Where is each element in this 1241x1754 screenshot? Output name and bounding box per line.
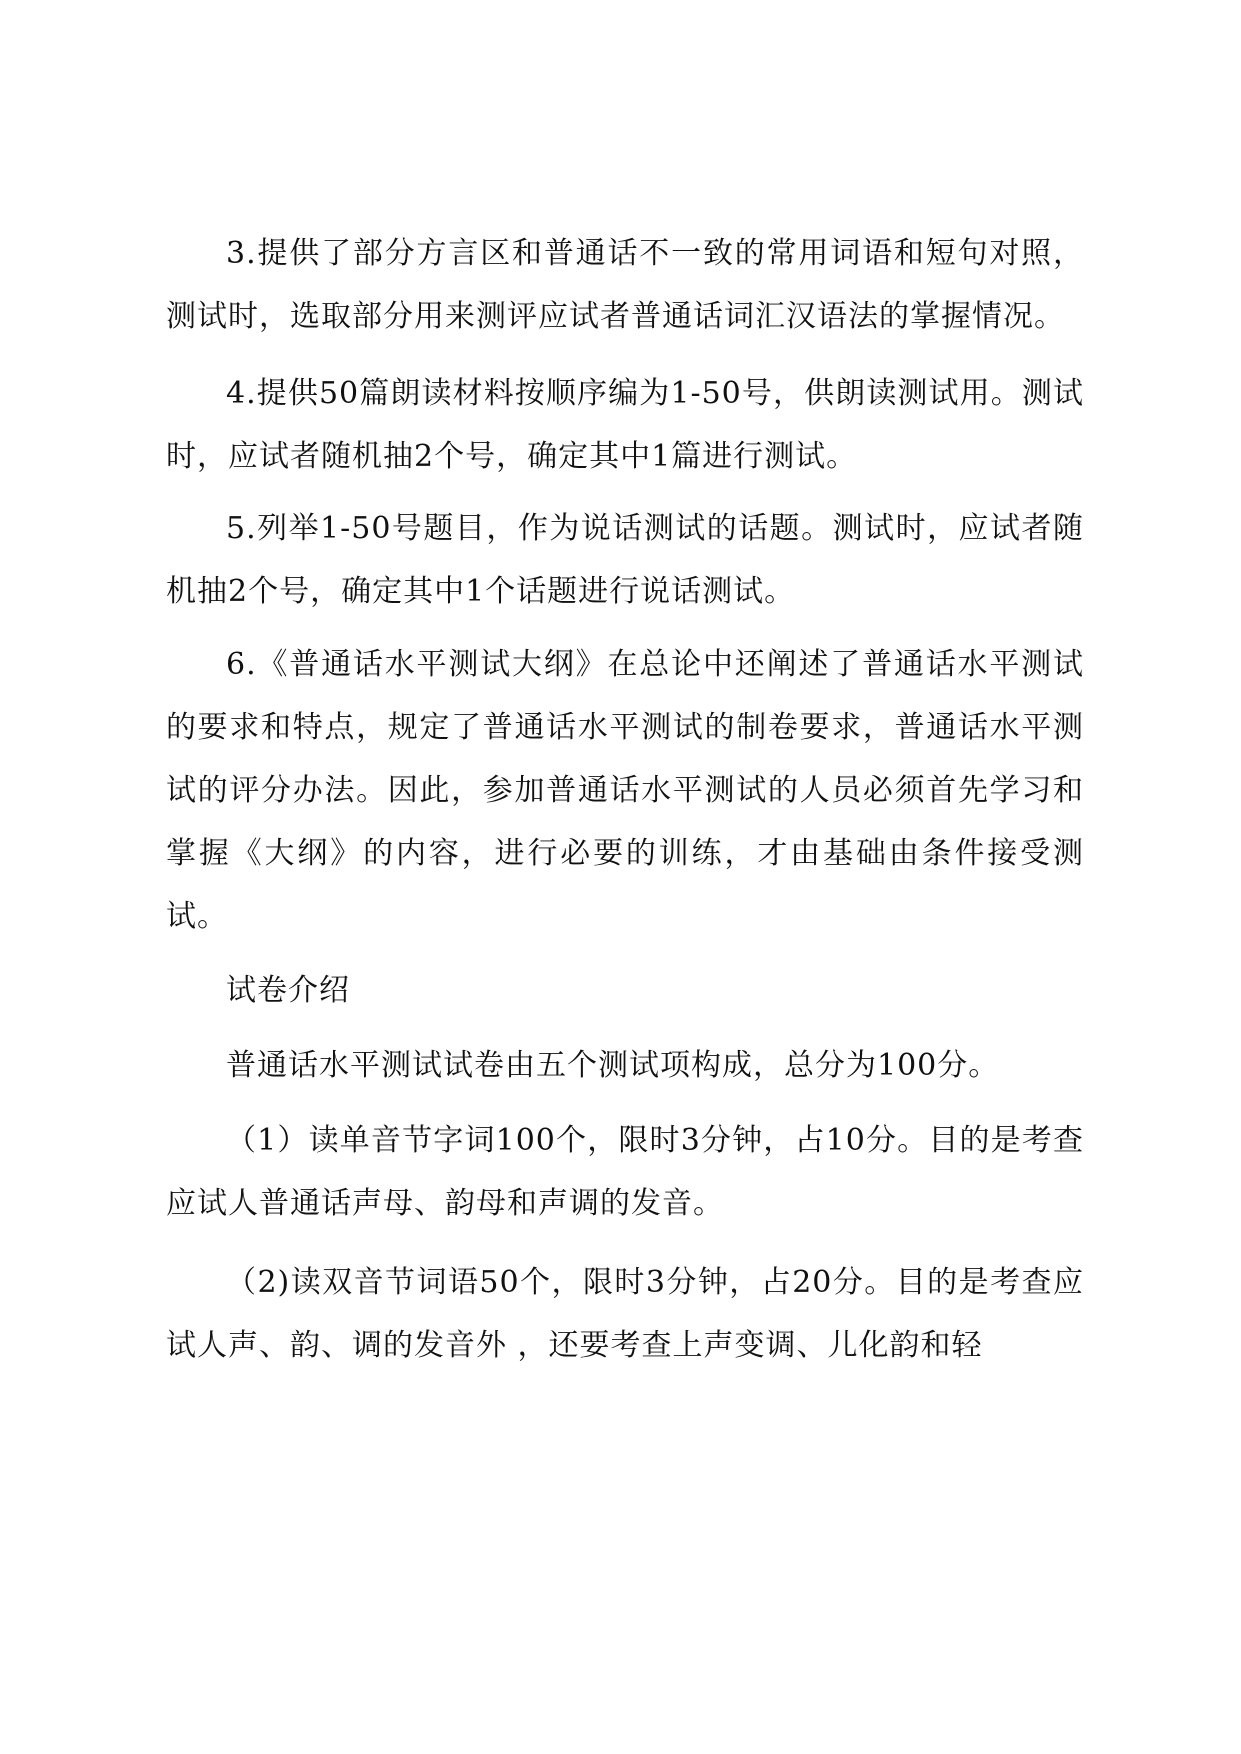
paragraph-part-1: （1）读单音节字词100个，限时3分钟，占10分。目的是考查应试人普通话声母、韵母和声调的发音。 — [166, 1123, 1084, 1221]
paragraph-item-5: 5.列举1-50号题目，作为说话测试的话题。测试时，应试者随机抽2个号，确定其中1个话题进行说话测试。 — [166, 511, 1084, 609]
paragraph-part-2: （2)读双音节词语50个，限时3分钟，占20分。目的是考查应试人声、韵、调的发音外 ，还要考查上声变调、儿化韵和轻 — [166, 1265, 1084, 1363]
section-heading-test-paper-intro: 试卷介绍 — [226, 973, 350, 1008]
document-body — [166, 222, 1084, 1377]
paragraph-item-3: 3.提供了部分方言区和普通话不一致的常用词语和短句对照，测试时，选取部分用来测评应试者普通话词汇汉语法的掌握情况。 — [166, 236, 1084, 334]
paragraph-paper-overview: 普通话水平测试试卷由五个测试项构成，总分为100分。 — [226, 1048, 1000, 1083]
paragraph-item-4: 4.提供50篇朗读材料按顺序编为1-50号，供朗读测试用。测试时，应试者随机抽2个号，确定其中1篇进行测试。 — [166, 376, 1084, 474]
paragraph-item-6: 6.《普通话水平测试大纲》在总论中还阐述了普通话水平测试的要求和特点，规定了普通话水平测试的制卷要求，普通话水平测试的评分办法。因此，参加普通话水平测试的人员必须首先学习和掌握《大纲》的内容，进行必要的训练，才由基础由条件接受测试。 — [166, 647, 1084, 934]
